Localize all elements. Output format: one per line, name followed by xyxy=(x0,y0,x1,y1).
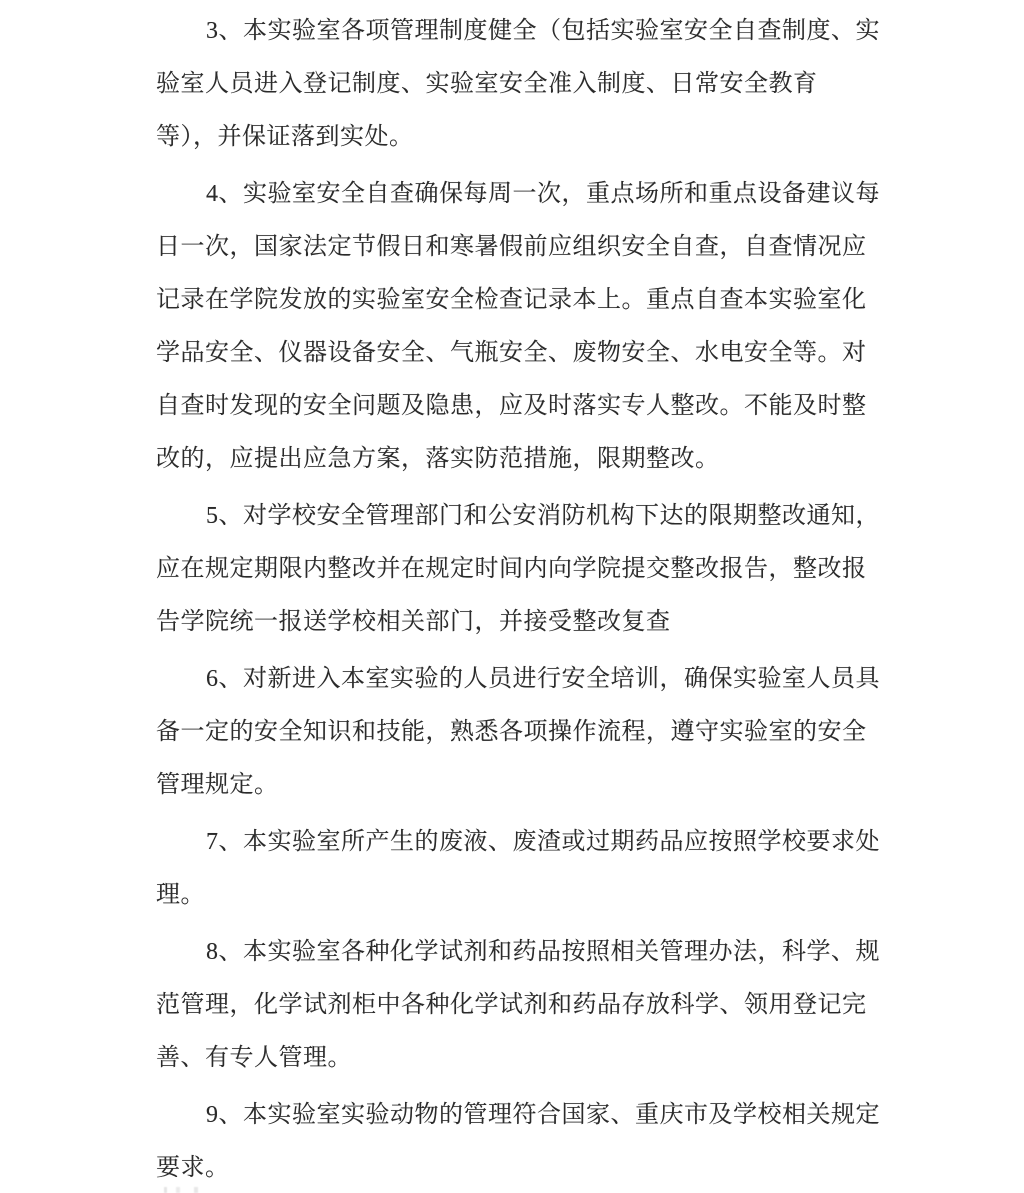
text-line: 验室人员进入登记制度、实验室安全准入制度、日常安全教育 xyxy=(156,71,818,97)
text-line: 管理规定。 xyxy=(156,772,279,798)
clipped-next-line-artifact xyxy=(164,1187,210,1193)
text-line: 8、本实验室各种化学试剂和药品按照相关管理办法，科学、规 xyxy=(206,939,880,965)
text-line: 改的，应提出应急方案，落实防范措施，限期整改。 xyxy=(156,446,720,472)
text-line: 9、本实验室实验动物的管理符合国家、重庆市及学校相关规定 xyxy=(206,1102,880,1128)
text-line: 善、有专人管理。 xyxy=(156,1045,352,1071)
text-line: 记录在学院发放的实验室安全检查记录本上。重点自查本实验室化 xyxy=(156,287,867,313)
text-line: 自查时发现的安全问题及隐患，应及时落实专人整改。不能及时整 xyxy=(156,393,867,419)
document-text-block xyxy=(156,0,896,1193)
paragraph-item-7 xyxy=(156,816,896,922)
text-line: 日一次，国家法定节假日和寒暑假前应组织安全自查，自查情况应 xyxy=(156,234,867,260)
text-line: 5、对学校安全管理部门和公安消防机构下达的限期整改通知， xyxy=(206,503,880,529)
text-line: 3、本实验室各项管理制度健全（包括实验室安全自查制度、实 xyxy=(206,18,880,44)
paragraph-item-3 xyxy=(156,5,896,164)
text-line: 告学院统一报送学校相关部门，并接受整改复查 xyxy=(156,609,671,635)
paragraph-item-5 xyxy=(156,490,896,649)
paragraph-item-6 xyxy=(156,653,896,812)
text-line: 要求。 xyxy=(156,1155,230,1181)
text-line: 应在规定期限内整改并在规定时间内向学院提交整改报告，整改报 xyxy=(156,556,867,582)
text-line: 备一定的安全知识和技能，熟悉各项操作流程，遵守实验室的安全 xyxy=(156,719,867,745)
text-line: 学品安全、仪器设备安全、气瓶安全、废物安全、水电安全等。对 xyxy=(156,340,867,366)
text-line: 6、对新进入本室实验的人员进行安全培训，确保实验室人员具 xyxy=(206,666,880,692)
paragraph-item-4 xyxy=(156,168,896,486)
text-line: 4、实验室安全自查确保每周一次，重点场所和重点设备建议每 xyxy=(206,181,880,207)
text-line: 范管理，化学试剂柜中各种化学试剂和药品存放科学、领用登记完 xyxy=(156,992,867,1018)
paragraph-item-8 xyxy=(156,926,896,1085)
text-line: 等），并保证落到实处。 xyxy=(156,124,414,150)
paragraph-item-9 xyxy=(156,1089,896,1193)
text-line: 7、本实验室所产生的废液、废渣或过期药品应按照学校要求处 xyxy=(206,829,880,855)
text-line: 理。 xyxy=(156,882,205,908)
